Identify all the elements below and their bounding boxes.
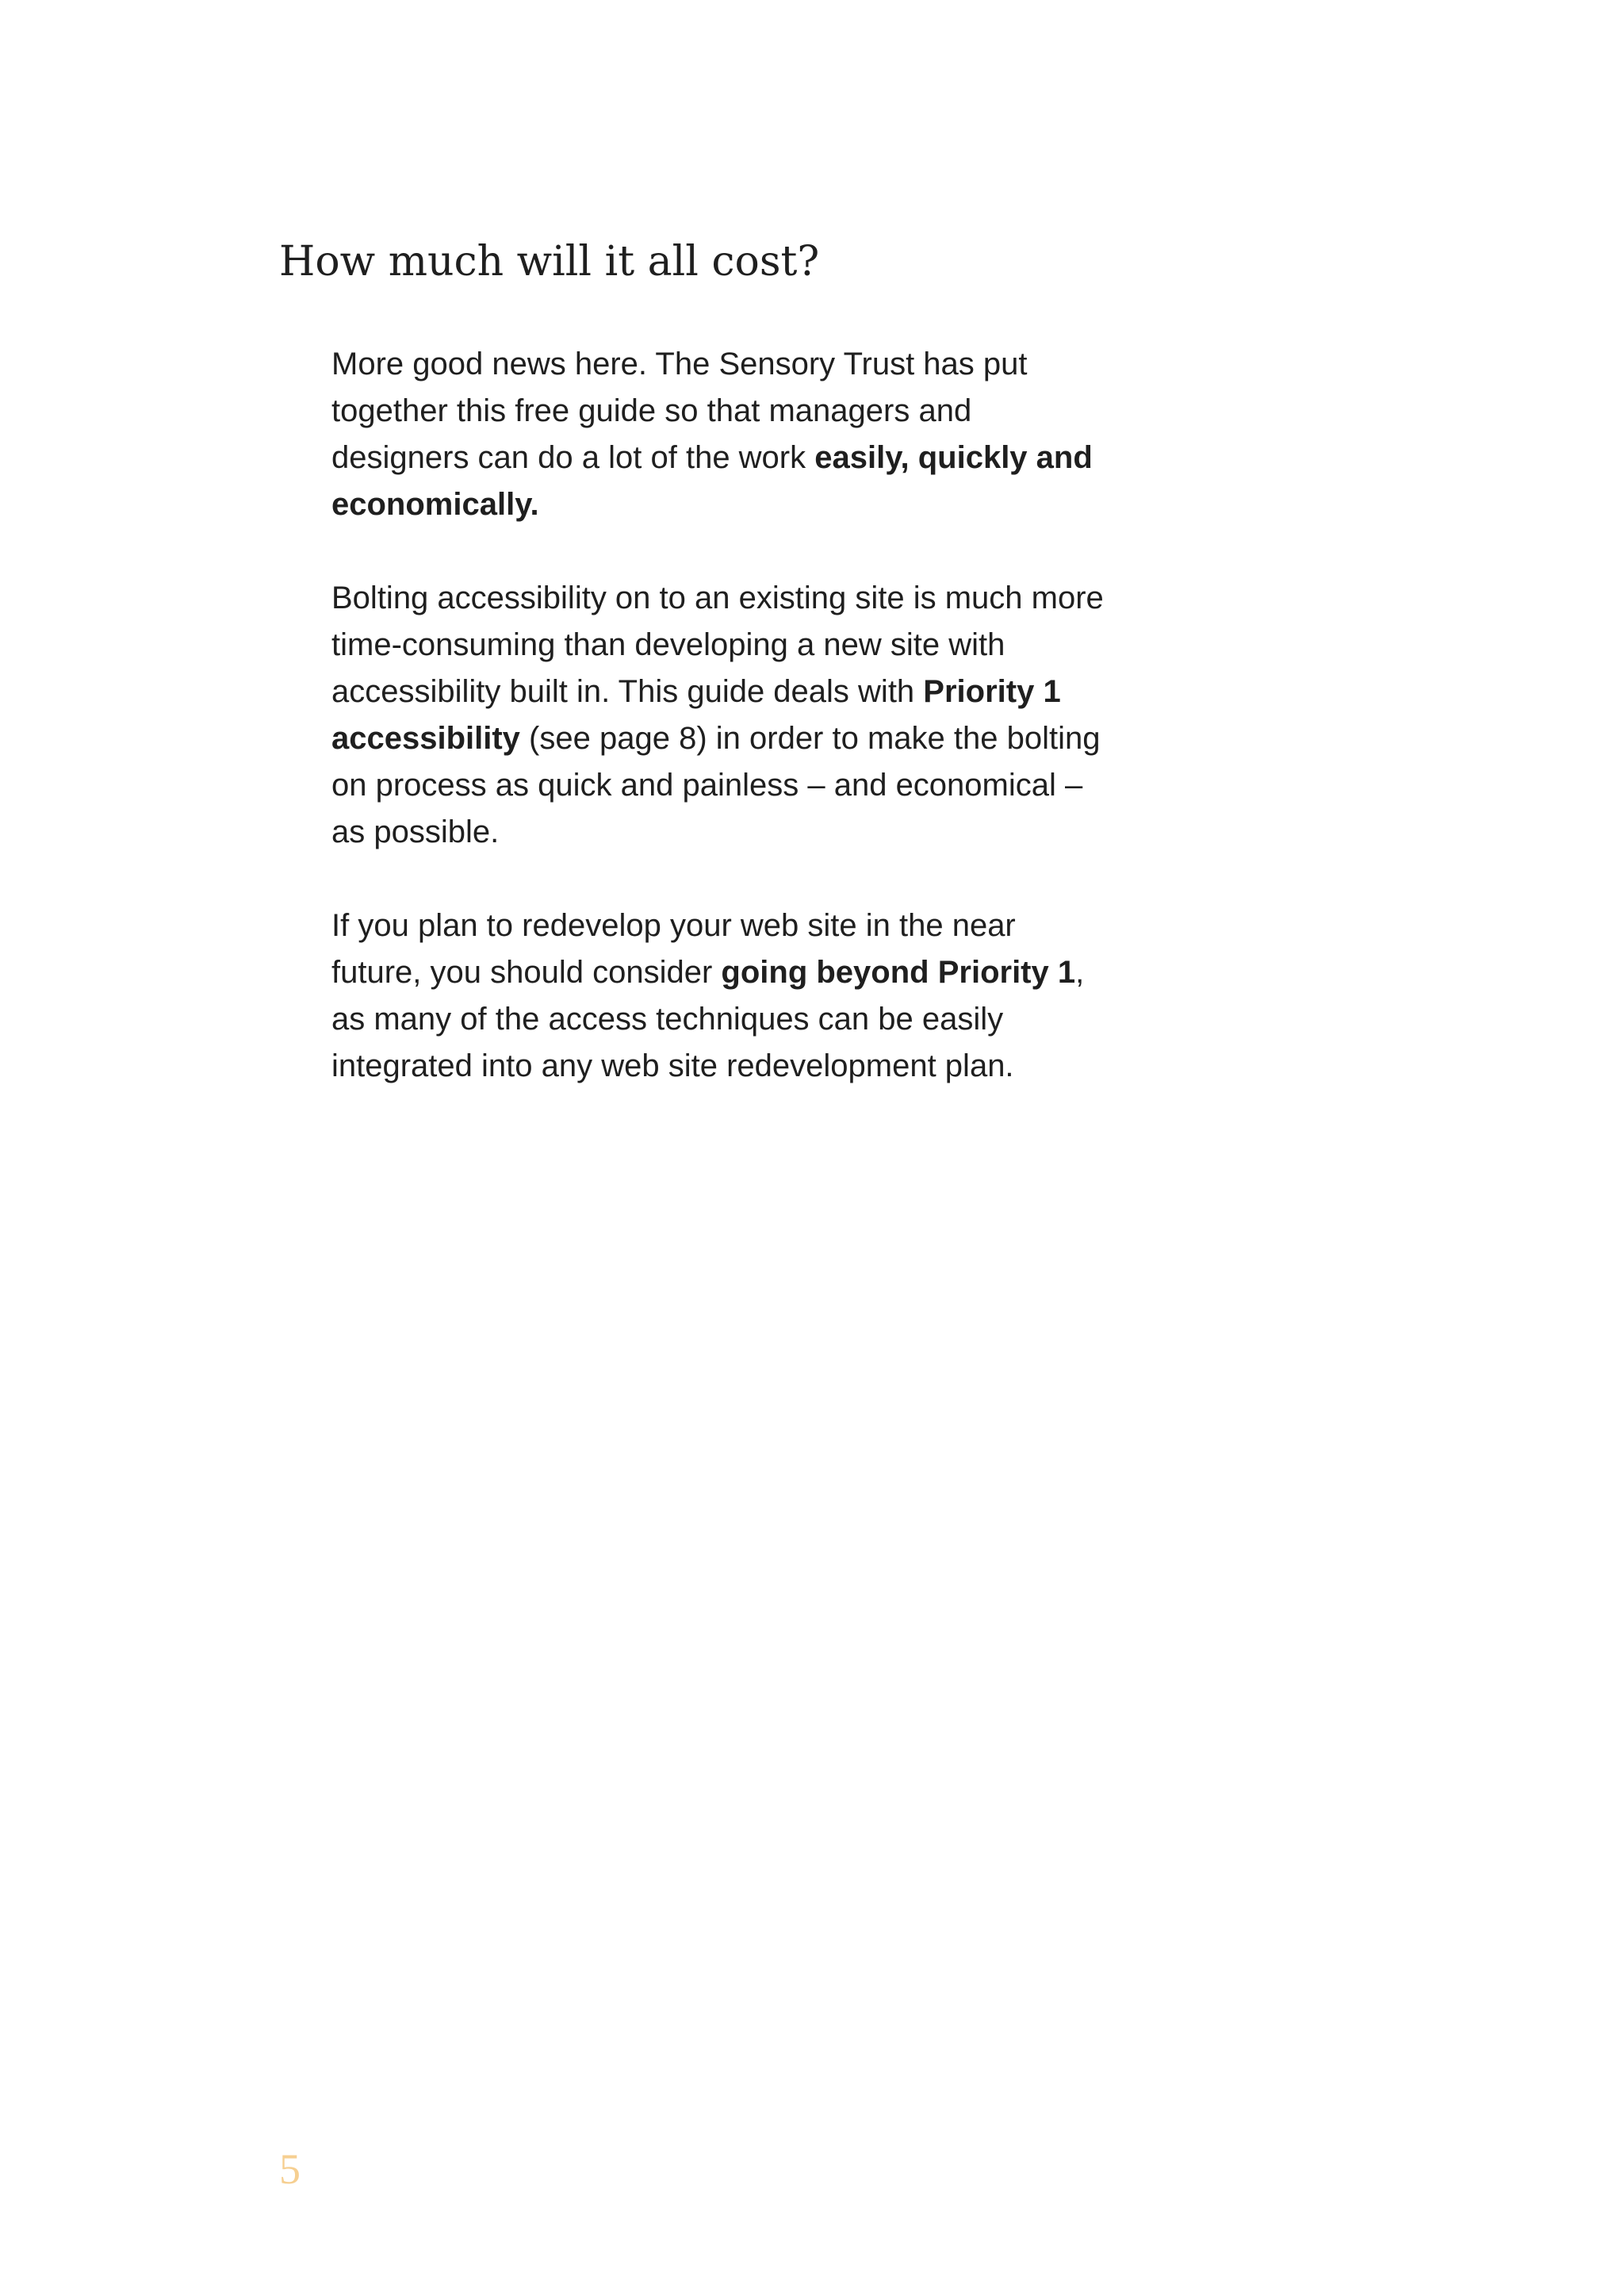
- emphasis-text: easily, quickly and economically.: [331, 440, 1093, 522]
- paragraph-redevelop: [331, 903, 1109, 1090]
- emphasis-text: Priority 1 accessibility: [331, 674, 1061, 756]
- paragraph-text: If you plan to redevelop your web site in the near future, you should consider: [331, 908, 1016, 990]
- paragraph-text: (see page 8) in order to make the bolting on process as quick and painless – and economical – as possible.: [331, 721, 1101, 849]
- paragraph-cost-intro: [331, 341, 1109, 528]
- paragraph-text: Bolting accessibility on to an existing site is much more time-consuming than developing a new site with accessibility built in. This guide deals with: [331, 581, 1104, 709]
- paragraph-bolting-on: [331, 575, 1109, 856]
- page-number: 5: [279, 2145, 301, 2193]
- paragraph-text: , as many of the access techniques can be easily integrated into any web site redevelopment plan.: [331, 955, 1085, 1083]
- paragraph-text: More good news here. The Sensory Trust has put together this free guide so that managers and designers can do a lot of the work: [331, 347, 1028, 475]
- page-title: How much will it all cost?: [279, 238, 820, 286]
- body-text: [331, 341, 1109, 1090]
- emphasis-text: going beyond Priority 1: [721, 955, 1076, 990]
